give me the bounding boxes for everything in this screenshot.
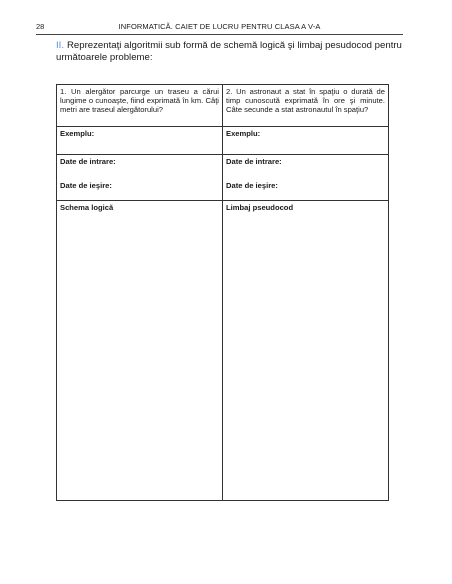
worksheet-table: [56, 84, 389, 501]
running-title: INFORMATICĂ. CAIET DE LUCRU PENTRU CLASA A V-A: [118, 22, 321, 31]
flowchart-area[interactable]: [57, 201, 223, 501]
problem-1-io-cell[interactable]: [57, 155, 223, 201]
exercise-instruction: [56, 40, 404, 63]
pseudocode-area[interactable]: [223, 201, 389, 501]
problem-row: [57, 85, 389, 127]
input-data-label: Date de intrare:: [226, 157, 282, 166]
solution-row: [57, 201, 389, 501]
output-data-label: Date de ieşire:: [60, 181, 112, 190]
example-label: Exemplu:: [60, 129, 95, 138]
example-row: [57, 127, 389, 155]
exercise-number: II.: [56, 40, 64, 51]
problem-2-example-cell[interactable]: [223, 127, 389, 155]
example-label: Exemplu:: [226, 129, 261, 138]
page-number: 28: [36, 22, 45, 31]
problem-2-io-cell[interactable]: [223, 155, 389, 201]
problem-2-statement: 2. Un astronaut a stat în spaţiu o durată de timp cunoscută exprimată în ore şi minute. Câte secunde a stat astronautul în spaţiu?: [223, 85, 389, 127]
flowchart-label: Schema logică: [60, 203, 114, 212]
input-data-label: Date de intrare:: [60, 157, 116, 166]
page-header: [36, 22, 403, 34]
exercise-text: Reprezentaţi algoritmii sub formă de schemă logică şi limbaj pesudocod pentru următoarele probleme:: [56, 40, 402, 63]
header-divider: [36, 34, 403, 35]
pseudocode-label: Limbaj pseudocod: [226, 203, 294, 212]
problem-1-example-cell[interactable]: [57, 127, 223, 155]
problem-1-statement: 1. Un alergător parcurge un traseu a cărui lungime o cunoaşte, fiind exprimată în km. Câţi metri are traseul alergătorului?: [57, 85, 223, 127]
input-output-row: [57, 155, 389, 201]
output-data-label: Date de ieşire:: [226, 181, 278, 190]
